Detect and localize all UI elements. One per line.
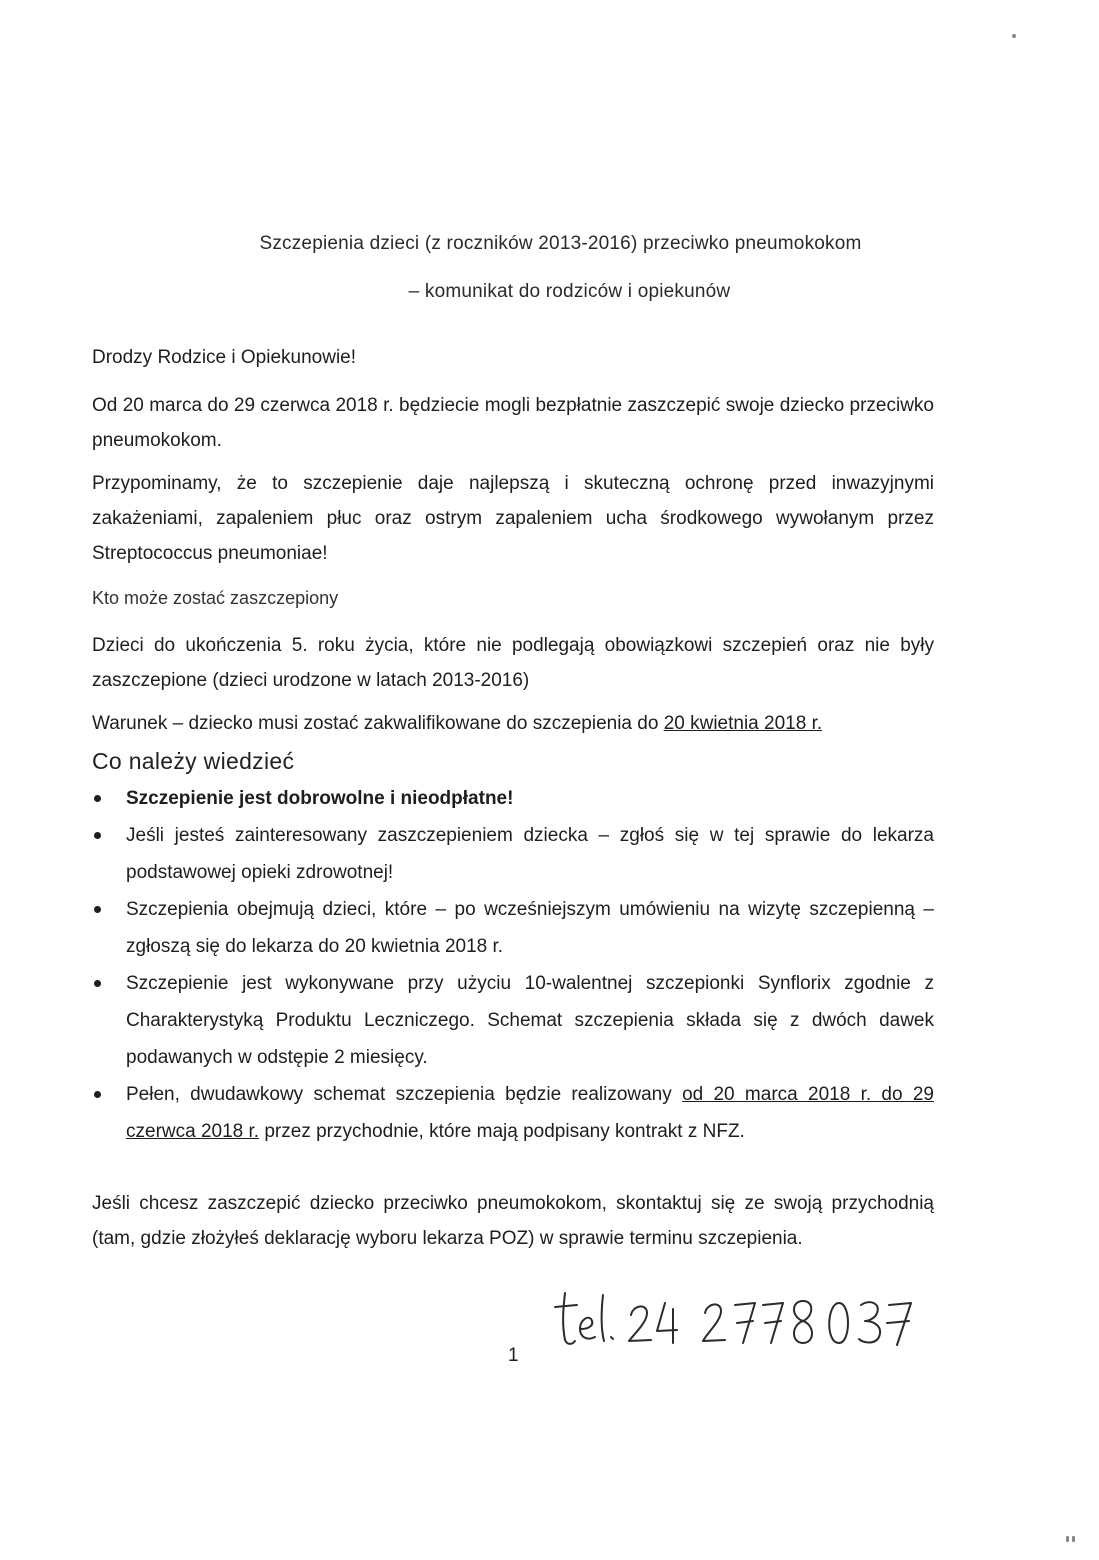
scan-speck (1066, 1536, 1069, 1542)
reminder-paragraph: Przypominamy, że to szczepienie daje najlepszą i skuteczną ochronę przed inwazyjnymi zakażeniami, zapaleniem płuc oraz ostrym zapaleniem ucha środkowego wywołanym przez Streptococcus pneumoniae! (92, 473, 934, 564)
bullet-text: Jeśli jesteś zainteresowany zaszczepieniem dziecka – zgłoś się w tej sprawie do lekarza podstawowej opieki zdrowotnej! (126, 825, 934, 883)
bullet-text: Pełen, dwudawkowy schemat szczepienia będzie realizowany (126, 1084, 683, 1105)
list-item (92, 1076, 934, 1150)
greeting: Drodzy Rodzice i Opiekunowie! (92, 347, 357, 368)
scan-speck (1072, 1536, 1075, 1542)
bullet-text: Szczepienia obejmują dzieci, które – po wcześniejszym umówieniu na wizytę szczepienną – zgłoszą się do lekarza do 20 kwietnia 2018 r. (126, 899, 934, 957)
condition-paragraph (92, 712, 934, 736)
handwritten-phone-note (547, 1285, 927, 1365)
page-number: 1 (508, 1345, 519, 1366)
scan-speck (1012, 34, 1016, 38)
who-paragraph: Dzieci do ukończenia 5. roku życia, które nie podlegają obowiązkowi szczepień oraz nie były zaszczepione (dzieci urodzone w latach 2013-2016) (92, 635, 934, 691)
condition-date: 20 kwietnia 2018 r. (663, 713, 823, 734)
document-title-line2: – komunikat do rodziców i opiekunów (408, 281, 731, 302)
bullet-text-suffix: przez przychodnie, które mają podpisany kontrakt z NFZ. (259, 1121, 745, 1142)
list-item (92, 817, 934, 891)
list-item (92, 965, 934, 1076)
list-item (92, 891, 934, 965)
closing-paragraph: Jeśli chcesz zaszczepić dziecko przeciwko pneumokokom, skontaktuj się ze swoją przychodnią (tam, gdzie złożyłeś deklarację wyboru lekarza POZ) w sprawie terminu szczepienia. (92, 1193, 934, 1249)
info-bullet-list (92, 780, 934, 1150)
bullet-icon (94, 1091, 101, 1098)
bullet-icon (94, 832, 101, 839)
bullet-icon (94, 795, 101, 802)
document-title-line1: Szczepienia dzieci (z roczników 2013-2016) przeciwko pneumokokom (259, 233, 862, 254)
list-item (92, 780, 934, 817)
bullet-icon (94, 980, 101, 987)
know-heading: Co należy wiedzieć (92, 748, 295, 774)
who-heading: Kto może zostać zaszczepiony (92, 588, 339, 608)
intro-paragraph: Od 20 marca do 29 czerwca 2018 r. będziecie mogli bezpłatnie zaszczepić swoje dziecko przeciwko pneumokokom. (92, 395, 934, 451)
bullet-icon (94, 906, 101, 913)
bullet-text: Szczepienie jest wykonywane przy użyciu 10-walentnej szczepionki Synflorix zgodnie z Charakterystyką Produktu Leczniczego. Schemat szczepienia składa się z dwóch dawek podawanych w odstępie 2 miesięcy. (126, 973, 934, 1068)
bullet-text: Szczepienie jest dobrowolne i nieodpłatne! (126, 788, 514, 809)
bullet-dates: od 20 marca 2018 r. do 29 czerwca 2018 r. (126, 1084, 934, 1142)
condition-text: Warunek – dziecko musi zostać zakwalifikowane do szczepienia do (92, 713, 664, 734)
